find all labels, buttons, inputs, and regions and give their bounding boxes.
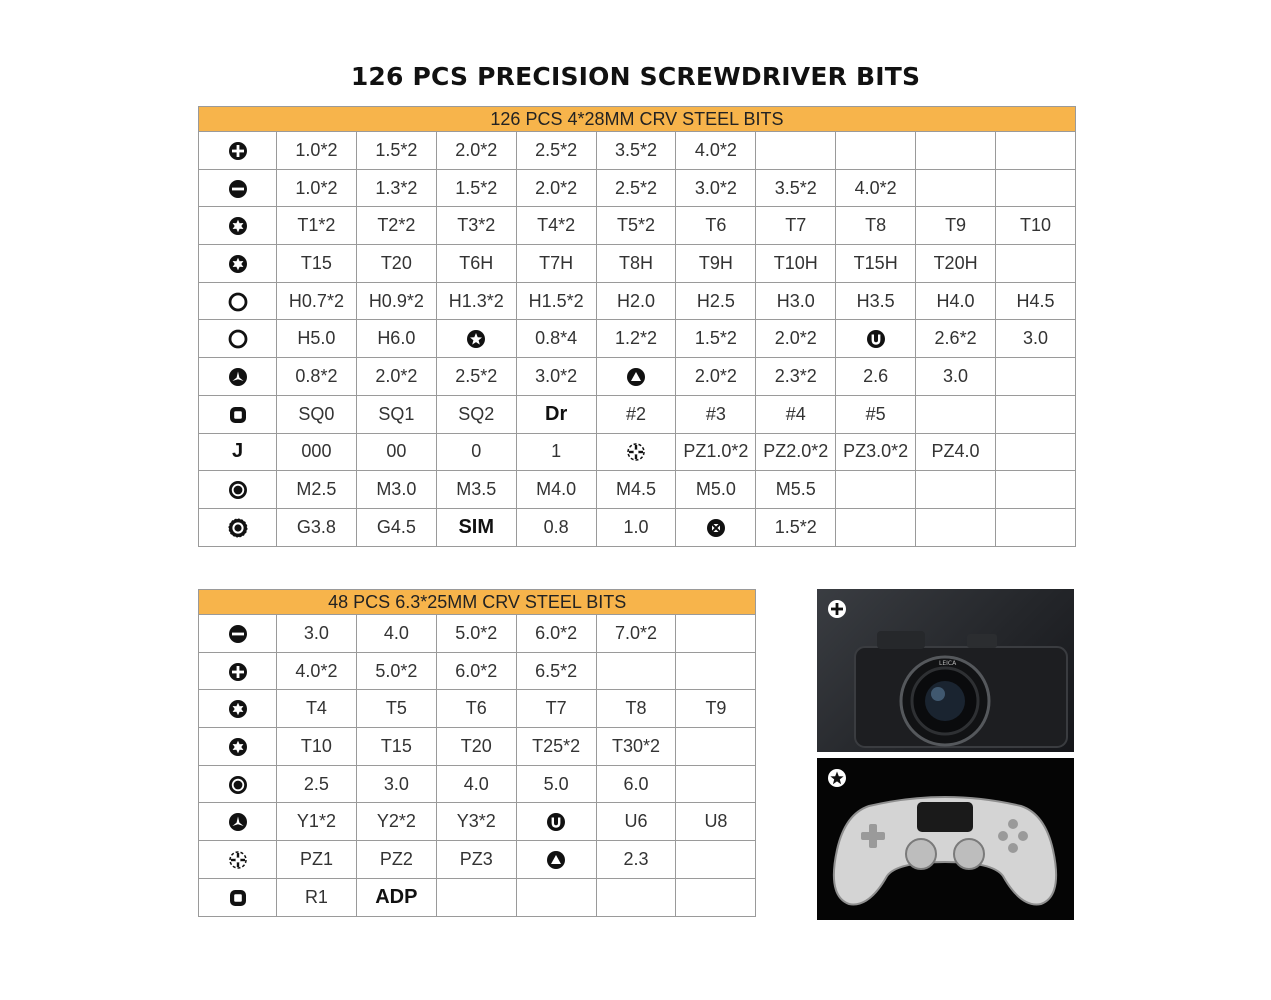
bit-size-cell: T15H [836, 245, 916, 283]
bit-size-cell: H5.0 [277, 320, 357, 358]
table-row [199, 207, 1076, 245]
hex-icon [228, 292, 248, 312]
bit-size-cell: PZ3 [436, 841, 516, 879]
bit-size-cell: T10 [996, 207, 1076, 245]
bits-table-6x25 [198, 589, 756, 917]
bit-size-cell: Y1*2 [277, 803, 357, 841]
u-shape-icon [546, 812, 566, 832]
page-title: 126 PCS PRECISION SCREWDRIVER BITS [350, 62, 921, 91]
table-row [199, 728, 756, 766]
bit-size-cell: PZ3.0*2 [836, 433, 916, 471]
bit-size-cell: R1 [277, 878, 357, 916]
tri-wing-icon [228, 367, 248, 387]
table-row [199, 395, 1076, 433]
pentalobe-icon [466, 329, 486, 349]
bit-size-cell: T2*2 [356, 207, 436, 245]
slotted-icon [228, 179, 248, 199]
bit-size-cell: 4.0 [356, 615, 436, 653]
bit-size-cell [436, 508, 516, 546]
bit-size-cell: M3.5 [436, 471, 516, 509]
nut-socket-icon [228, 775, 248, 795]
bit-size-cell [676, 878, 756, 916]
table-row [199, 282, 1076, 320]
bit-size-cell [996, 169, 1076, 207]
bit-size-cell: 2.5*2 [436, 358, 516, 396]
camera-illustration [817, 589, 1074, 752]
bit-size-cell: M5.0 [676, 471, 756, 509]
bit-size-cell: 3.0*2 [676, 169, 756, 207]
bit-size-cell: H6.0 [356, 320, 436, 358]
bit-size-cell [436, 320, 516, 358]
table-row [199, 765, 756, 803]
bit-size-cell: 3.0 [916, 358, 996, 396]
bit-size-cell: #3 [676, 395, 756, 433]
bit-size-cell: SQ1 [356, 395, 436, 433]
bit-size-cell [996, 245, 1076, 283]
bit-size-cell: T15 [277, 245, 357, 283]
bit-size-cell: 1 [516, 433, 596, 471]
pozidriv-icon [228, 850, 248, 870]
table-row [199, 358, 1076, 396]
bit-size-cell: M5.5 [756, 471, 836, 509]
table-row [199, 433, 1076, 471]
bit-size-cell: 0.8*4 [516, 320, 596, 358]
bit-size-cell [516, 803, 596, 841]
bit-size-cell [596, 358, 676, 396]
bit-size-cell: SQ0 [277, 395, 357, 433]
bit-size-cell: T7H [516, 245, 596, 283]
bit-size-cell: T20H [916, 245, 996, 283]
bit-type-cell [199, 245, 277, 283]
lens-brand-text: LEICA [939, 660, 957, 667]
bit-size-cell: 2.3*2 [756, 358, 836, 396]
bit-size-cell: 6.5*2 [516, 652, 596, 690]
bit-type-cell [199, 132, 277, 170]
bit-type-cell [199, 690, 277, 728]
table-header: 48 PCS 6.3*25MM CRV STEEL BITS [199, 590, 756, 615]
bit-size-cell [836, 132, 916, 170]
bit-size-cell [996, 132, 1076, 170]
torx-icon [228, 254, 248, 274]
bit-type-cell [199, 395, 277, 433]
table-row [199, 245, 1076, 283]
bit-size-cell: H3.0 [756, 282, 836, 320]
bit-size-cell [916, 132, 996, 170]
bit-size-cell: H0.9*2 [356, 282, 436, 320]
bit-size-cell: PZ4.0 [916, 433, 996, 471]
bit-size-cell: 5.0 [516, 765, 596, 803]
bit-size-cell: 3.5*2 [596, 132, 676, 170]
bit-size-cell [996, 433, 1076, 471]
bit-size-cell: T9H [676, 245, 756, 283]
bit-size-cell: T6 [436, 690, 516, 728]
controller-illustration [817, 758, 1074, 920]
bit-size-cell: 0 [436, 433, 516, 471]
bit-size-cell: T9 [676, 690, 756, 728]
bit-type-cell [199, 282, 277, 320]
bit-size-cell: U8 [676, 803, 756, 841]
gear-socket-icon [228, 518, 248, 538]
table-row [199, 471, 1076, 509]
bit-size-cell: M3.0 [356, 471, 436, 509]
camera-photo [817, 589, 1074, 752]
table-row [199, 878, 756, 916]
bit-size-cell: 6.0*2 [516, 615, 596, 653]
bit-size-cell: 1.3*2 [356, 169, 436, 207]
bit-size-cell [836, 320, 916, 358]
bit-size-cell [596, 433, 676, 471]
table-row [199, 508, 1076, 546]
bit-size-cell [916, 169, 996, 207]
bit-size-cell [916, 395, 996, 433]
bit-size-cell: G3.8 [277, 508, 357, 546]
bit-size-cell: 2.0*2 [436, 132, 516, 170]
bit-size-cell: 4.0*2 [277, 652, 357, 690]
bit-size-cell: T6 [676, 207, 756, 245]
bit-type-label: J [231, 440, 244, 463]
bit-size-cell: T1*2 [277, 207, 357, 245]
bit-size-cell: T5 [356, 690, 436, 728]
bit-size-cell: H4.0 [916, 282, 996, 320]
bit-size-cell: T30*2 [596, 728, 676, 766]
bit-size-cell: 2.6*2 [916, 320, 996, 358]
torx-icon [228, 699, 248, 719]
table-header-row [199, 107, 1076, 132]
bit-size-cell: T8 [596, 690, 676, 728]
bit-size-cell: 3.0 [356, 765, 436, 803]
bit-size-cell: 1.2*2 [596, 320, 676, 358]
bit-type-cell [199, 878, 277, 916]
bit-size-cell: 0.8 [516, 508, 596, 546]
bit-size-cell: 1.0 [596, 508, 676, 546]
bit-size-label: SIM [458, 515, 494, 538]
phillips-icon [228, 141, 248, 161]
torx-icon [228, 737, 248, 757]
bit-size-cell: 2.0*2 [756, 320, 836, 358]
bit-size-cell [756, 132, 836, 170]
phillips-badge-icon [827, 599, 847, 619]
bit-size-cell: 7.0*2 [596, 615, 676, 653]
bit-type-cell [199, 728, 277, 766]
bit-size-cell: 2.0*2 [516, 169, 596, 207]
bit-size-cell [676, 615, 756, 653]
square-icon [228, 405, 248, 425]
bit-size-cell: 6.0*2 [436, 652, 516, 690]
bit-size-cell: Y2*2 [356, 803, 436, 841]
bit-size-cell: PZ2.0*2 [756, 433, 836, 471]
bit-size-cell [836, 508, 916, 546]
bit-size-cell: 1.0*2 [277, 169, 357, 207]
bit-size-cell: 2.3 [596, 841, 676, 879]
nut-socket-icon [228, 480, 248, 500]
bit-type-cell [199, 433, 277, 471]
bit-size-cell: H2.0 [596, 282, 676, 320]
bit-type-cell [199, 841, 277, 879]
bit-type-cell [199, 169, 277, 207]
bit-size-cell: M4.0 [516, 471, 596, 509]
hex-icon [228, 329, 248, 349]
bit-size-cell: 2.5*2 [516, 132, 596, 170]
bit-size-cell [516, 395, 596, 433]
bit-size-cell: 4.0 [436, 765, 516, 803]
bit-size-cell: T15 [356, 728, 436, 766]
bit-size-cell: T5*2 [596, 207, 676, 245]
bit-size-cell: 1.5*2 [356, 132, 436, 170]
bit-size-cell: T10H [756, 245, 836, 283]
bit-size-cell: M4.5 [596, 471, 676, 509]
bit-size-cell: T3*2 [436, 207, 516, 245]
bit-size-cell: 2.0*2 [356, 358, 436, 396]
bit-size-cell [596, 652, 676, 690]
bit-size-label: Dr [545, 402, 568, 425]
bit-size-cell [916, 508, 996, 546]
bit-size-cell: T4 [277, 690, 357, 728]
bit-size-cell [356, 878, 436, 916]
slotted-icon [228, 624, 248, 644]
bit-size-cell [676, 652, 756, 690]
bit-size-cell: 2.5*2 [596, 169, 676, 207]
bit-size-cell [516, 878, 596, 916]
table-header-row [199, 590, 756, 615]
bit-size-cell: 3.0 [277, 615, 357, 653]
bit-type-cell [199, 207, 277, 245]
bit-type-cell [199, 652, 277, 690]
bit-size-cell: PZ1 [277, 841, 357, 879]
bit-size-cell: PZ2 [356, 841, 436, 879]
bit-type-cell [199, 615, 277, 653]
bit-size-cell: T9 [916, 207, 996, 245]
bit-size-cell: #5 [836, 395, 916, 433]
bit-size-cell: 5.0*2 [356, 652, 436, 690]
bit-size-cell [676, 728, 756, 766]
bit-size-cell: 1.5*2 [676, 320, 756, 358]
bit-size-cell [836, 471, 916, 509]
table-row [199, 615, 756, 653]
bit-size-cell: T20 [356, 245, 436, 283]
bit-size-cell: 1.0*2 [277, 132, 357, 170]
cross-square-icon [706, 518, 726, 538]
bit-size-cell [996, 471, 1076, 509]
pentalobe-badge-icon [827, 768, 847, 788]
triangle-icon [626, 367, 646, 387]
square-icon [228, 888, 248, 908]
pozidriv-icon [626, 442, 646, 462]
table-row [199, 169, 1076, 207]
game-controller-photo [817, 758, 1074, 920]
bit-size-cell: 1.5*2 [756, 508, 836, 546]
bit-size-cell [676, 841, 756, 879]
bit-size-cell: M2.5 [277, 471, 357, 509]
bit-type-cell [199, 803, 277, 841]
bit-size-cell [436, 878, 516, 916]
u-shape-icon [866, 329, 886, 349]
bit-size-cell: 2.0*2 [676, 358, 756, 396]
bit-size-cell: T7 [516, 690, 596, 728]
bits-table-4x28 [198, 106, 1076, 547]
bit-size-cell [676, 508, 756, 546]
bit-size-cell: H3.5 [836, 282, 916, 320]
bit-size-cell: T8H [596, 245, 676, 283]
bit-size-cell [996, 358, 1076, 396]
bit-size-cell: 5.0*2 [436, 615, 516, 653]
bit-size-cell: T8 [836, 207, 916, 245]
bit-size-cell [596, 878, 676, 916]
table-header: 126 PCS 4*28MM CRV STEEL BITS [199, 107, 1076, 132]
bit-size-cell: T20 [436, 728, 516, 766]
bit-size-cell: T7 [756, 207, 836, 245]
bit-size-cell [516, 841, 596, 879]
bit-size-cell: 2.6 [836, 358, 916, 396]
table-row [199, 132, 1076, 170]
bit-type-cell [199, 471, 277, 509]
bit-size-cell: T10 [277, 728, 357, 766]
bit-size-cell: G4.5 [356, 508, 436, 546]
phillips-icon [228, 662, 248, 682]
bit-size-cell: T25*2 [516, 728, 596, 766]
bit-size-cell: 4.0*2 [836, 169, 916, 207]
bit-size-cell: 3.0 [996, 320, 1076, 358]
bit-size-cell: 000 [277, 433, 357, 471]
bit-size-cell: 00 [356, 433, 436, 471]
bit-size-cell: 3.0*2 [516, 358, 596, 396]
triangle-icon [546, 850, 566, 870]
table-row [199, 690, 756, 728]
bit-type-cell [199, 358, 277, 396]
bit-size-cell: U6 [596, 803, 676, 841]
bit-size-cell: H0.7*2 [277, 282, 357, 320]
bit-size-cell: 2.5 [277, 765, 357, 803]
torx-icon [228, 216, 248, 236]
bit-size-cell [996, 508, 1076, 546]
bit-size-cell: H1.3*2 [436, 282, 516, 320]
bit-type-cell [199, 320, 277, 358]
bit-size-cell: Y3*2 [436, 803, 516, 841]
bit-size-cell [996, 395, 1076, 433]
bit-size-cell: 0.8*2 [277, 358, 357, 396]
bit-size-cell: T4*2 [516, 207, 596, 245]
bit-size-cell: T6H [436, 245, 516, 283]
bit-size-cell: SQ2 [436, 395, 516, 433]
bit-size-cell [676, 765, 756, 803]
bit-size-cell: 6.0 [596, 765, 676, 803]
table-row [199, 841, 756, 879]
table-row [199, 652, 756, 690]
bit-size-cell: #4 [756, 395, 836, 433]
bit-size-label: ADP [375, 885, 418, 908]
bit-type-cell [199, 765, 277, 803]
bit-size-cell [916, 471, 996, 509]
bit-type-cell [199, 508, 277, 546]
bit-size-cell: H2.5 [676, 282, 756, 320]
bit-size-cell: H1.5*2 [516, 282, 596, 320]
table-row [199, 320, 1076, 358]
bit-size-cell: 4.0*2 [676, 132, 756, 170]
bit-size-cell: 1.5*2 [436, 169, 516, 207]
bit-size-cell: PZ1.0*2 [676, 433, 756, 471]
table-row [199, 803, 756, 841]
bit-size-cell: #2 [596, 395, 676, 433]
tri-wing-icon [228, 812, 248, 832]
bit-size-cell: 3.5*2 [756, 169, 836, 207]
bit-size-cell: H4.5 [996, 282, 1076, 320]
